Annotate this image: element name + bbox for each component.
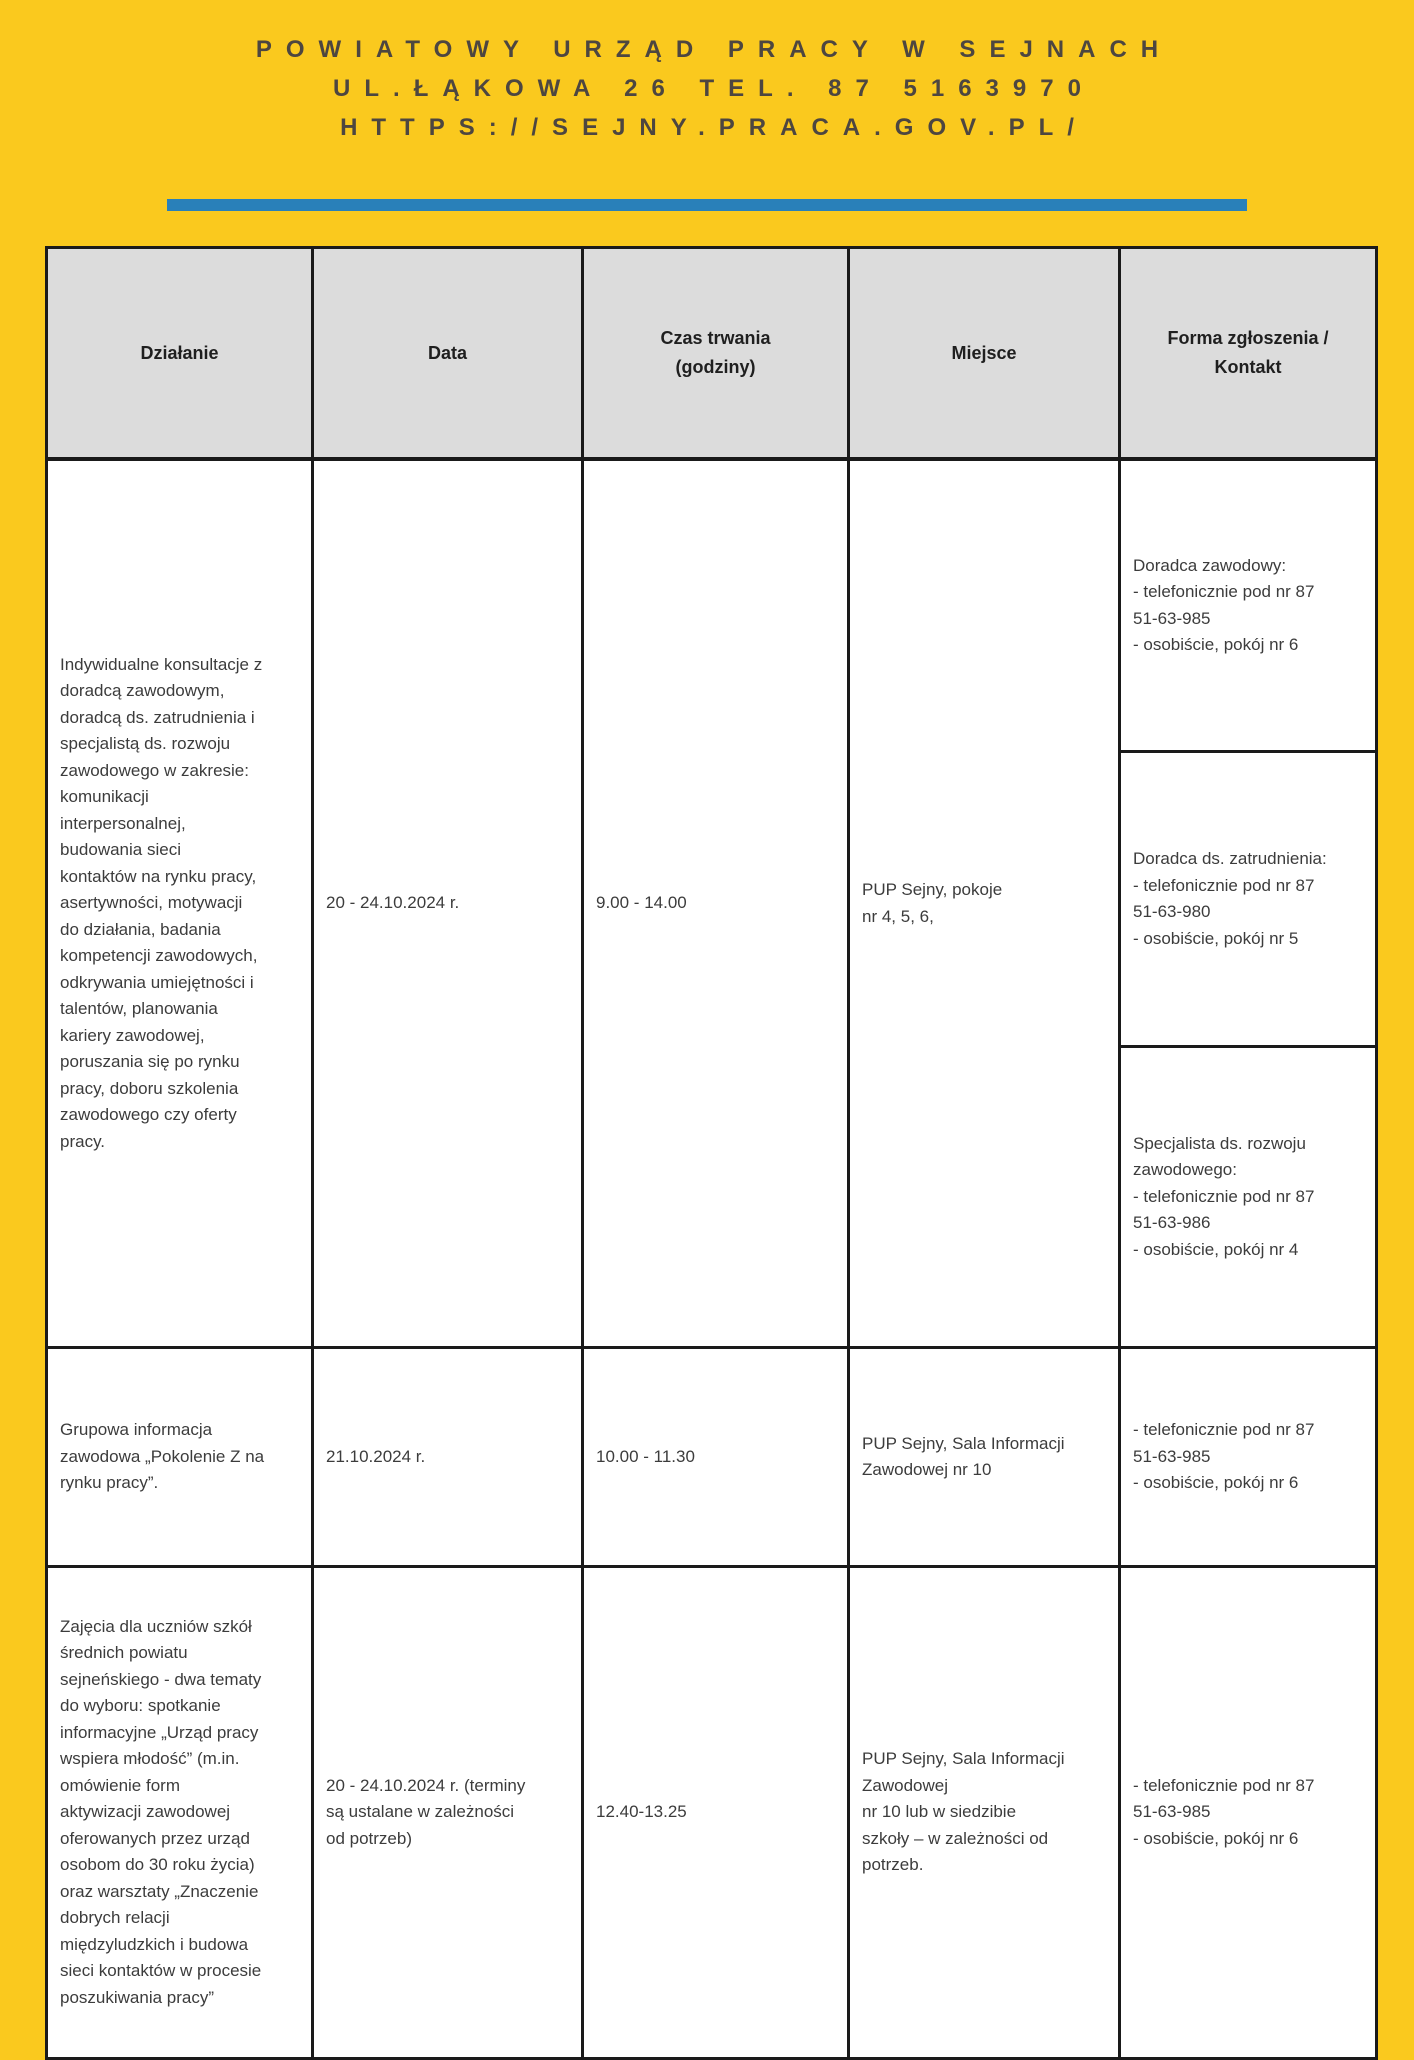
cell-date-consultations: 20 - 24.10.2024 r.: [313, 459, 583, 1348]
column-header-duration: Czas trwania (godziny): [583, 248, 849, 460]
cell-time-consultations: 9.00 - 14.00: [583, 459, 849, 1348]
cell-time-school-classes: 12.40-13.25: [583, 1567, 849, 2059]
column-header-activity: Działanie: [47, 248, 313, 460]
org-name: POWIATOWY URZĄD PRACY W SEJNACH: [255, 36, 1173, 63]
table-row-group-info: [47, 1348, 1377, 1567]
cell-date-school-classes: 20 - 24.10.2024 r. (terminy są ustalane w zależności od potrzeb): [313, 1567, 583, 2059]
column-header-place: Miejsce: [849, 248, 1120, 460]
org-address-phone: UL.ŁĄKOWA 26 TEL. 87 5163970: [333, 75, 1095, 102]
org-website: HTTPS://SEJNY.PRACA.GOV.PL/: [340, 114, 1088, 141]
cell-activity-group-info: Grupowa informacja zawodowa „Pokolenie Z na rynku pracy”.: [47, 1348, 313, 1567]
column-header-contact: Forma zgłoszenia / Kontakt: [1120, 248, 1377, 460]
page-header: [0, 0, 1414, 147]
cell-place-group-info: PUP Sejny, Sala Informacji Zawodowej nr 10: [849, 1348, 1120, 1567]
cell-contact-career-advisor: Doradca zawodowy: - telefonicznie pod nr 87 51-63-985 - osobiście, pokój nr 6: [1120, 459, 1377, 752]
cell-date-group-info: 21.10.2024 r.: [313, 1348, 583, 1567]
cell-place-school-classes: PUP Sejny, Sala Informacji Zawodowej nr 10 lub w siedzibie szkoły – w zależności od potrzeb.: [849, 1567, 1120, 2059]
cell-contact-school-classes: - telefonicznie pod nr 87 51-63-985 - osobiście, pokój nr 6: [1120, 1567, 1377, 2059]
cell-contact-development-specialist: Specjalista ds. rozwoju zawodowego: - telefonicznie pod nr 87 51-63-986 - osobiście, pokój nr 4: [1120, 1047, 1377, 1348]
table-row-school-classes: [47, 1567, 1377, 2059]
cell-time-group-info: 10.00 - 11.30: [583, 1348, 849, 1567]
table-row-consultations: [47, 459, 1377, 752]
cell-place-consultations: PUP Sejny, pokoje nr 4, 5, 6,: [849, 459, 1120, 1348]
column-header-date: Data: [313, 248, 583, 460]
cell-contact-group-info: - telefonicznie pod nr 87 51-63-985 - osobiście, pokój nr 6: [1120, 1348, 1377, 1567]
cell-contact-employment-advisor: Doradca ds. zatrudnienia: - telefonicznie pod nr 87 51-63-980 - osobiście, pokój nr 5: [1120, 752, 1377, 1047]
cell-activity-consultations: Indywidualne konsultacje z doradcą zawodowym, doradcą ds. zatrudnienia i specjalistą ds. rozwoju zawodowego w zakresie: komunikacji interpersonalnej, budowania sieci kontaktów na rynku pracy, asertywności, motywacji do działania, badania kompetencji zawodowych, odkrywania umiejętności i talentów, planowania kariery zawodowej, poruszania się po rynku pracy, doboru szkolenia zawodowego czy oferty pracy.: [47, 459, 313, 1348]
divider-bar: [167, 199, 1247, 211]
table-header-row: [47, 248, 1377, 460]
cell-activity-school-classes: Zajęcia dla uczniów szkół średnich powiatu sejneńskiego - dwa tematy do wyboru: spotkanie informacyjne „Urząd pracy wspiera młodość” (m.in. omówienie form aktywizacji zawodowej oferowanych przez urząd osobom do 30 roku życia) oraz warsztaty „Znaczenie dobrych relacji międzyludzkich i budowa sieci kontaktów w procesie poszukiwania pracy”: [47, 1567, 313, 2059]
schedule-table: [45, 246, 1378, 2060]
